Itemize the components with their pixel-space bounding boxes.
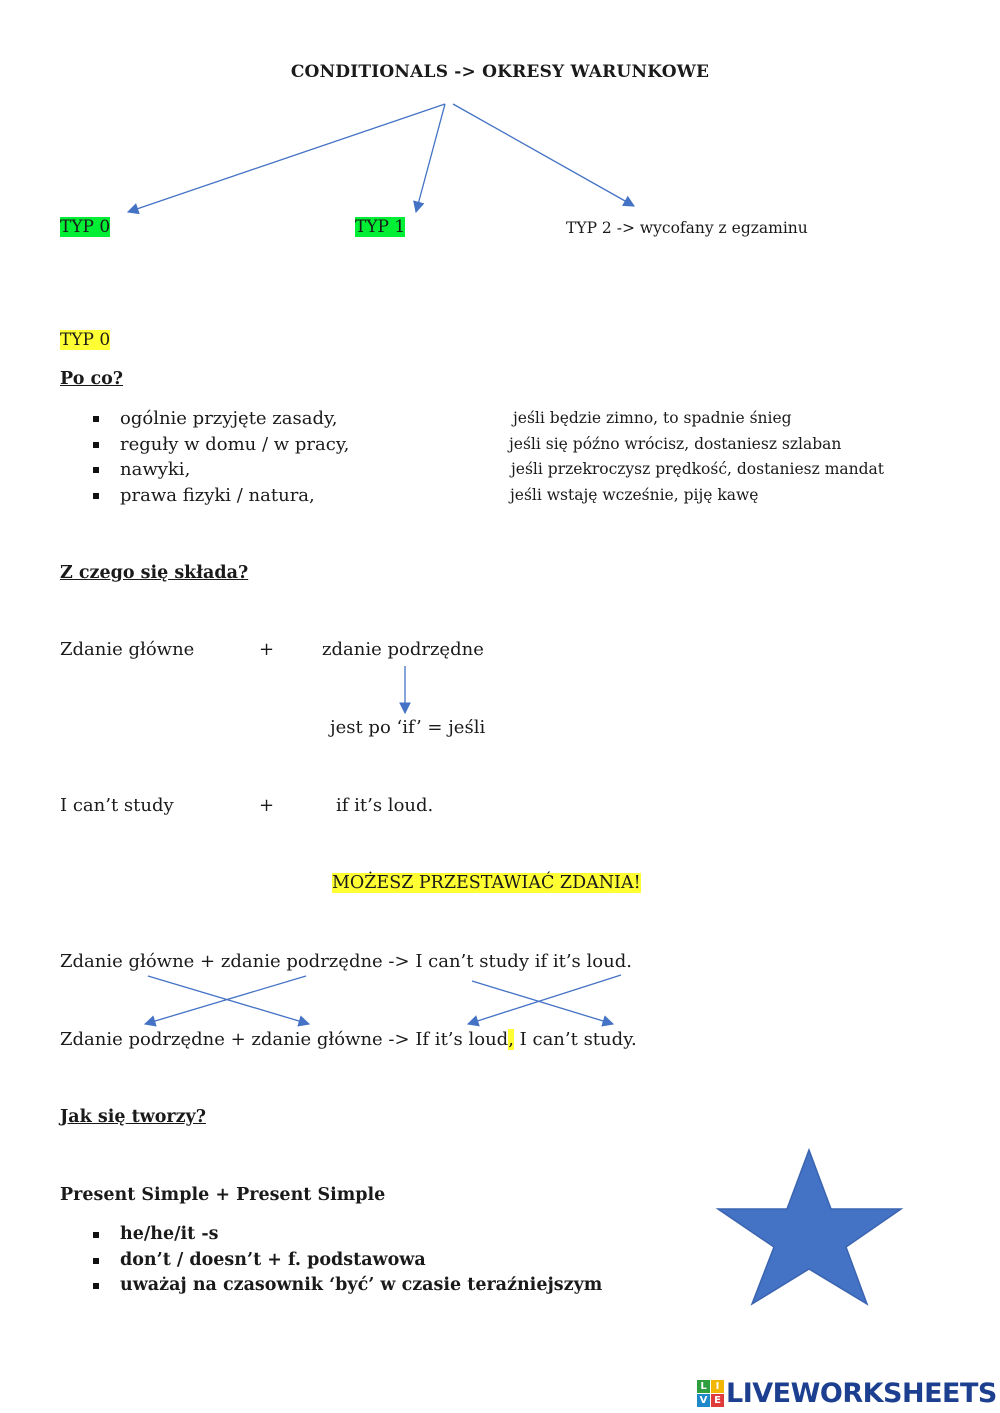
logo-letter: E	[711, 1394, 724, 1407]
list-item: nawyki,	[60, 457, 349, 483]
arrow-to-typ1	[416, 104, 445, 212]
if-note: jest po ‘if’ = jeśli	[330, 717, 486, 738]
arrow-to-typ0	[128, 104, 445, 212]
arrow-to-typ2	[453, 104, 634, 206]
swap-arrow	[468, 975, 621, 1024]
logo-letter: L	[697, 1380, 710, 1393]
list-item: he/he/it -s	[60, 1222, 602, 1248]
swap-banner: MOŻESZ PRZESTAWIAĆ ZDANIA!	[332, 873, 641, 893]
list-item: prawa fizyki / natura,	[60, 483, 349, 509]
list-item: don’t / doesn’t + f. podstawowa	[60, 1248, 602, 1274]
swap-line-1: Zdanie główne + zdanie podrzędne -> I can’t study if it’s loud.	[60, 951, 632, 972]
logo-grid-icon	[697, 1380, 724, 1407]
type-2-label: TYP 2 -> wycofany z egzaminu	[566, 219, 808, 237]
example-sub-clause: if it’s loud.	[336, 795, 434, 816]
logo-letter: I	[711, 1380, 724, 1393]
example-sentence: jeśli wstaję wcześnie, piję kawę	[510, 486, 759, 504]
sub-clause-label: zdanie podrzędne	[322, 639, 484, 660]
star-icon	[718, 1150, 901, 1304]
swap-arrow	[148, 976, 309, 1024]
example-sentence: jeśli będzie zimno, to spadnie śnieg	[513, 409, 792, 427]
formation-heading: Jak się tworzy?	[60, 1107, 206, 1127]
comma-highlight: ,	[508, 1029, 514, 1050]
logo-letter: V	[697, 1394, 710, 1407]
structure-heading: Z czego się składa?	[60, 563, 249, 583]
list-item: uważaj na czasownik ‘być’ w czasie teraźniejszym	[60, 1273, 602, 1299]
type-0-label: TYP 0	[60, 217, 111, 237]
po-co-heading: Po co?	[60, 369, 124, 389]
main-clause-label: Zdanie główne	[60, 639, 195, 660]
example-sentence: jeśli przekroczysz prędkość, dostaniesz mandat	[511, 460, 885, 478]
logo-text: LIVEWORKSHEETS	[726, 1378, 997, 1409]
page-title: CONDITIONALS -> OKRESY WARUNKOWE	[290, 62, 710, 82]
list-item: reguły w domu / w pracy,	[60, 432, 349, 458]
swap-arrow	[145, 976, 306, 1024]
type-1-label: TYP 1	[355, 217, 406, 237]
swap-arrow	[472, 981, 613, 1024]
swap-line-2-start: Zdanie podrzędne + zdanie główne -> If it’s loud	[60, 1029, 509, 1050]
section-typ0-label: TYP 0	[60, 330, 111, 350]
liveworksheets-logo	[697, 1378, 997, 1409]
example-main-clause: I can’t study	[60, 795, 174, 816]
plus-sign: +	[259, 795, 275, 816]
plus-sign: +	[259, 639, 275, 660]
list-item: ogólnie przyjęte zasady,	[60, 406, 349, 432]
formation-formula: Present Simple + Present Simple	[60, 1185, 386, 1205]
swap-line-2-end: I can’t study.	[513, 1029, 637, 1050]
example-sentence: jeśli się późno wrócisz, dostaniesz szlaban	[509, 435, 842, 453]
